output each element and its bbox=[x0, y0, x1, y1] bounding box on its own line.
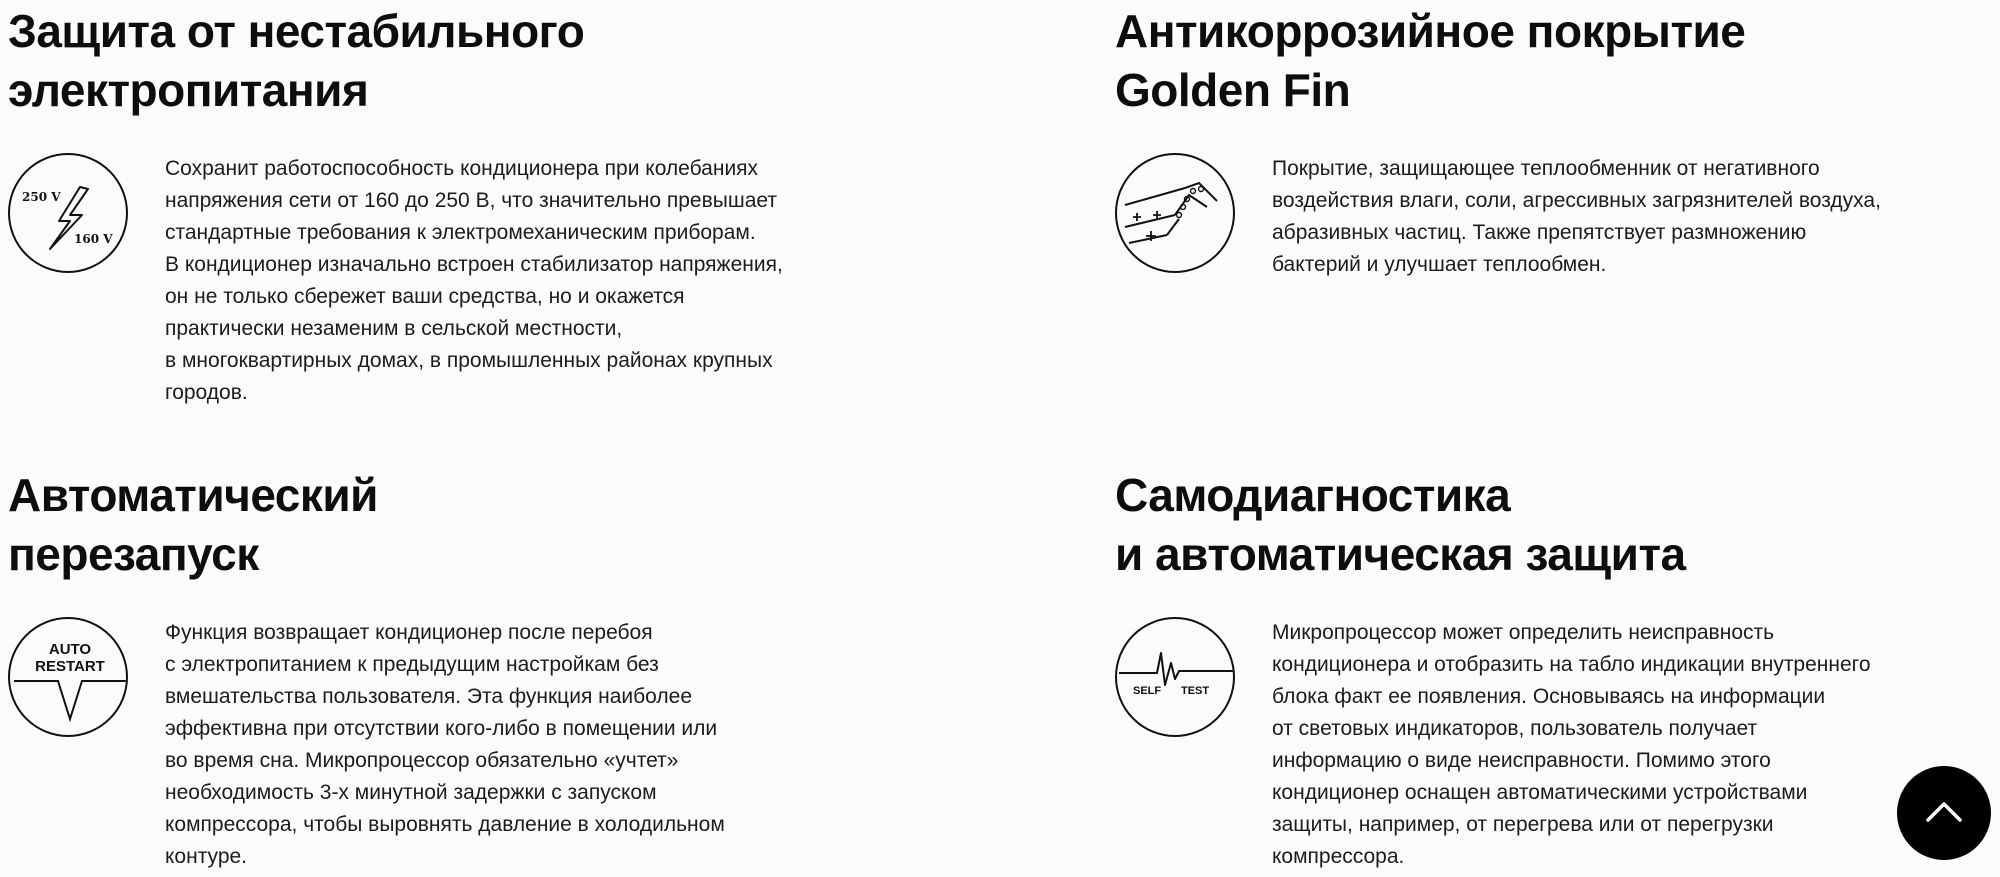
self-test-icon bbox=[1115, 617, 1235, 737]
feature-auto-restart bbox=[8, 466, 1088, 877]
svg-text:250 V: 250 V bbox=[22, 190, 61, 204]
feature-title: Самодиагностика и автоматическая защита bbox=[1115, 469, 1686, 580]
auto-restart-icon bbox=[8, 617, 128, 737]
feature-description: Покрытие, защищающее теплообменник от негативного воздействия влаги, соли, агрессивных загрязнителей воздуха, абразивных частиц. Также препятствует размножению бактерий и улучшает теплообмен. bbox=[1272, 157, 1881, 276]
chevron-up-icon bbox=[1897, 766, 1991, 860]
golden-fin-icon bbox=[1115, 153, 1235, 273]
feature-description: Микропроцессор может определить неисправность кондиционера и отобразить на табло индикации внутреннего блока факт ее появления. Основываясь на информации от световых индикаторов, пользователь получает информацию о виде неисправности. Помимо этого кондиционер оснащен автоматическими устройствами защиты, например, от перегрева или от перегрузки компрессора. bbox=[1272, 621, 1871, 868]
feature-golden-fin bbox=[1115, 2, 2000, 413]
voltage-icon bbox=[8, 153, 128, 273]
feature-description: Сохранит работоспособность кондиционера при колебаниях напряжения сети от 160 до 250 В, что значительно превышает стандартные требования к электромеханическим приборам. В кондиционер изначально встроен стабилизатор напряжения, он не только сбережет ваши средства, но и окажется практически незаменим в сельской местности, в многоквартирных домах, в промышленных районах крупных городов. bbox=[165, 157, 783, 404]
feature-description: Функция возвращает кондиционер после перебоя с электропитанием к предыдущим настройкам без вмешательства пользователя. Эта функция наиболее эффективна при отсутствии кого-либо в помещении или во время сна. Микропроцессор обязательно «учтет» необходимость 3-х минутной задержки с запуском компрессора, чтобы выровнять давление в холодильном контуре. bbox=[165, 621, 725, 868]
svg-text:TEST: TEST bbox=[1181, 685, 1210, 697]
svg-text:RESTART: RESTART bbox=[35, 658, 105, 675]
feature-self-diagnostics bbox=[1115, 466, 2000, 877]
svg-text:160 V: 160 V bbox=[74, 232, 113, 246]
feature-title: Защита от нестабильного электропитания bbox=[8, 5, 585, 116]
feature-power-protection bbox=[8, 2, 1088, 413]
feature-title: Автоматический перезапуск bbox=[8, 469, 378, 580]
svg-text:SELF: SELF bbox=[1133, 685, 1162, 697]
feature-title: Антикоррозийное покрытие Golden Fin bbox=[1115, 5, 1746, 116]
scroll-to-top-button[interactable] bbox=[1897, 766, 1991, 860]
svg-text:AUTO: AUTO bbox=[48, 641, 92, 658]
